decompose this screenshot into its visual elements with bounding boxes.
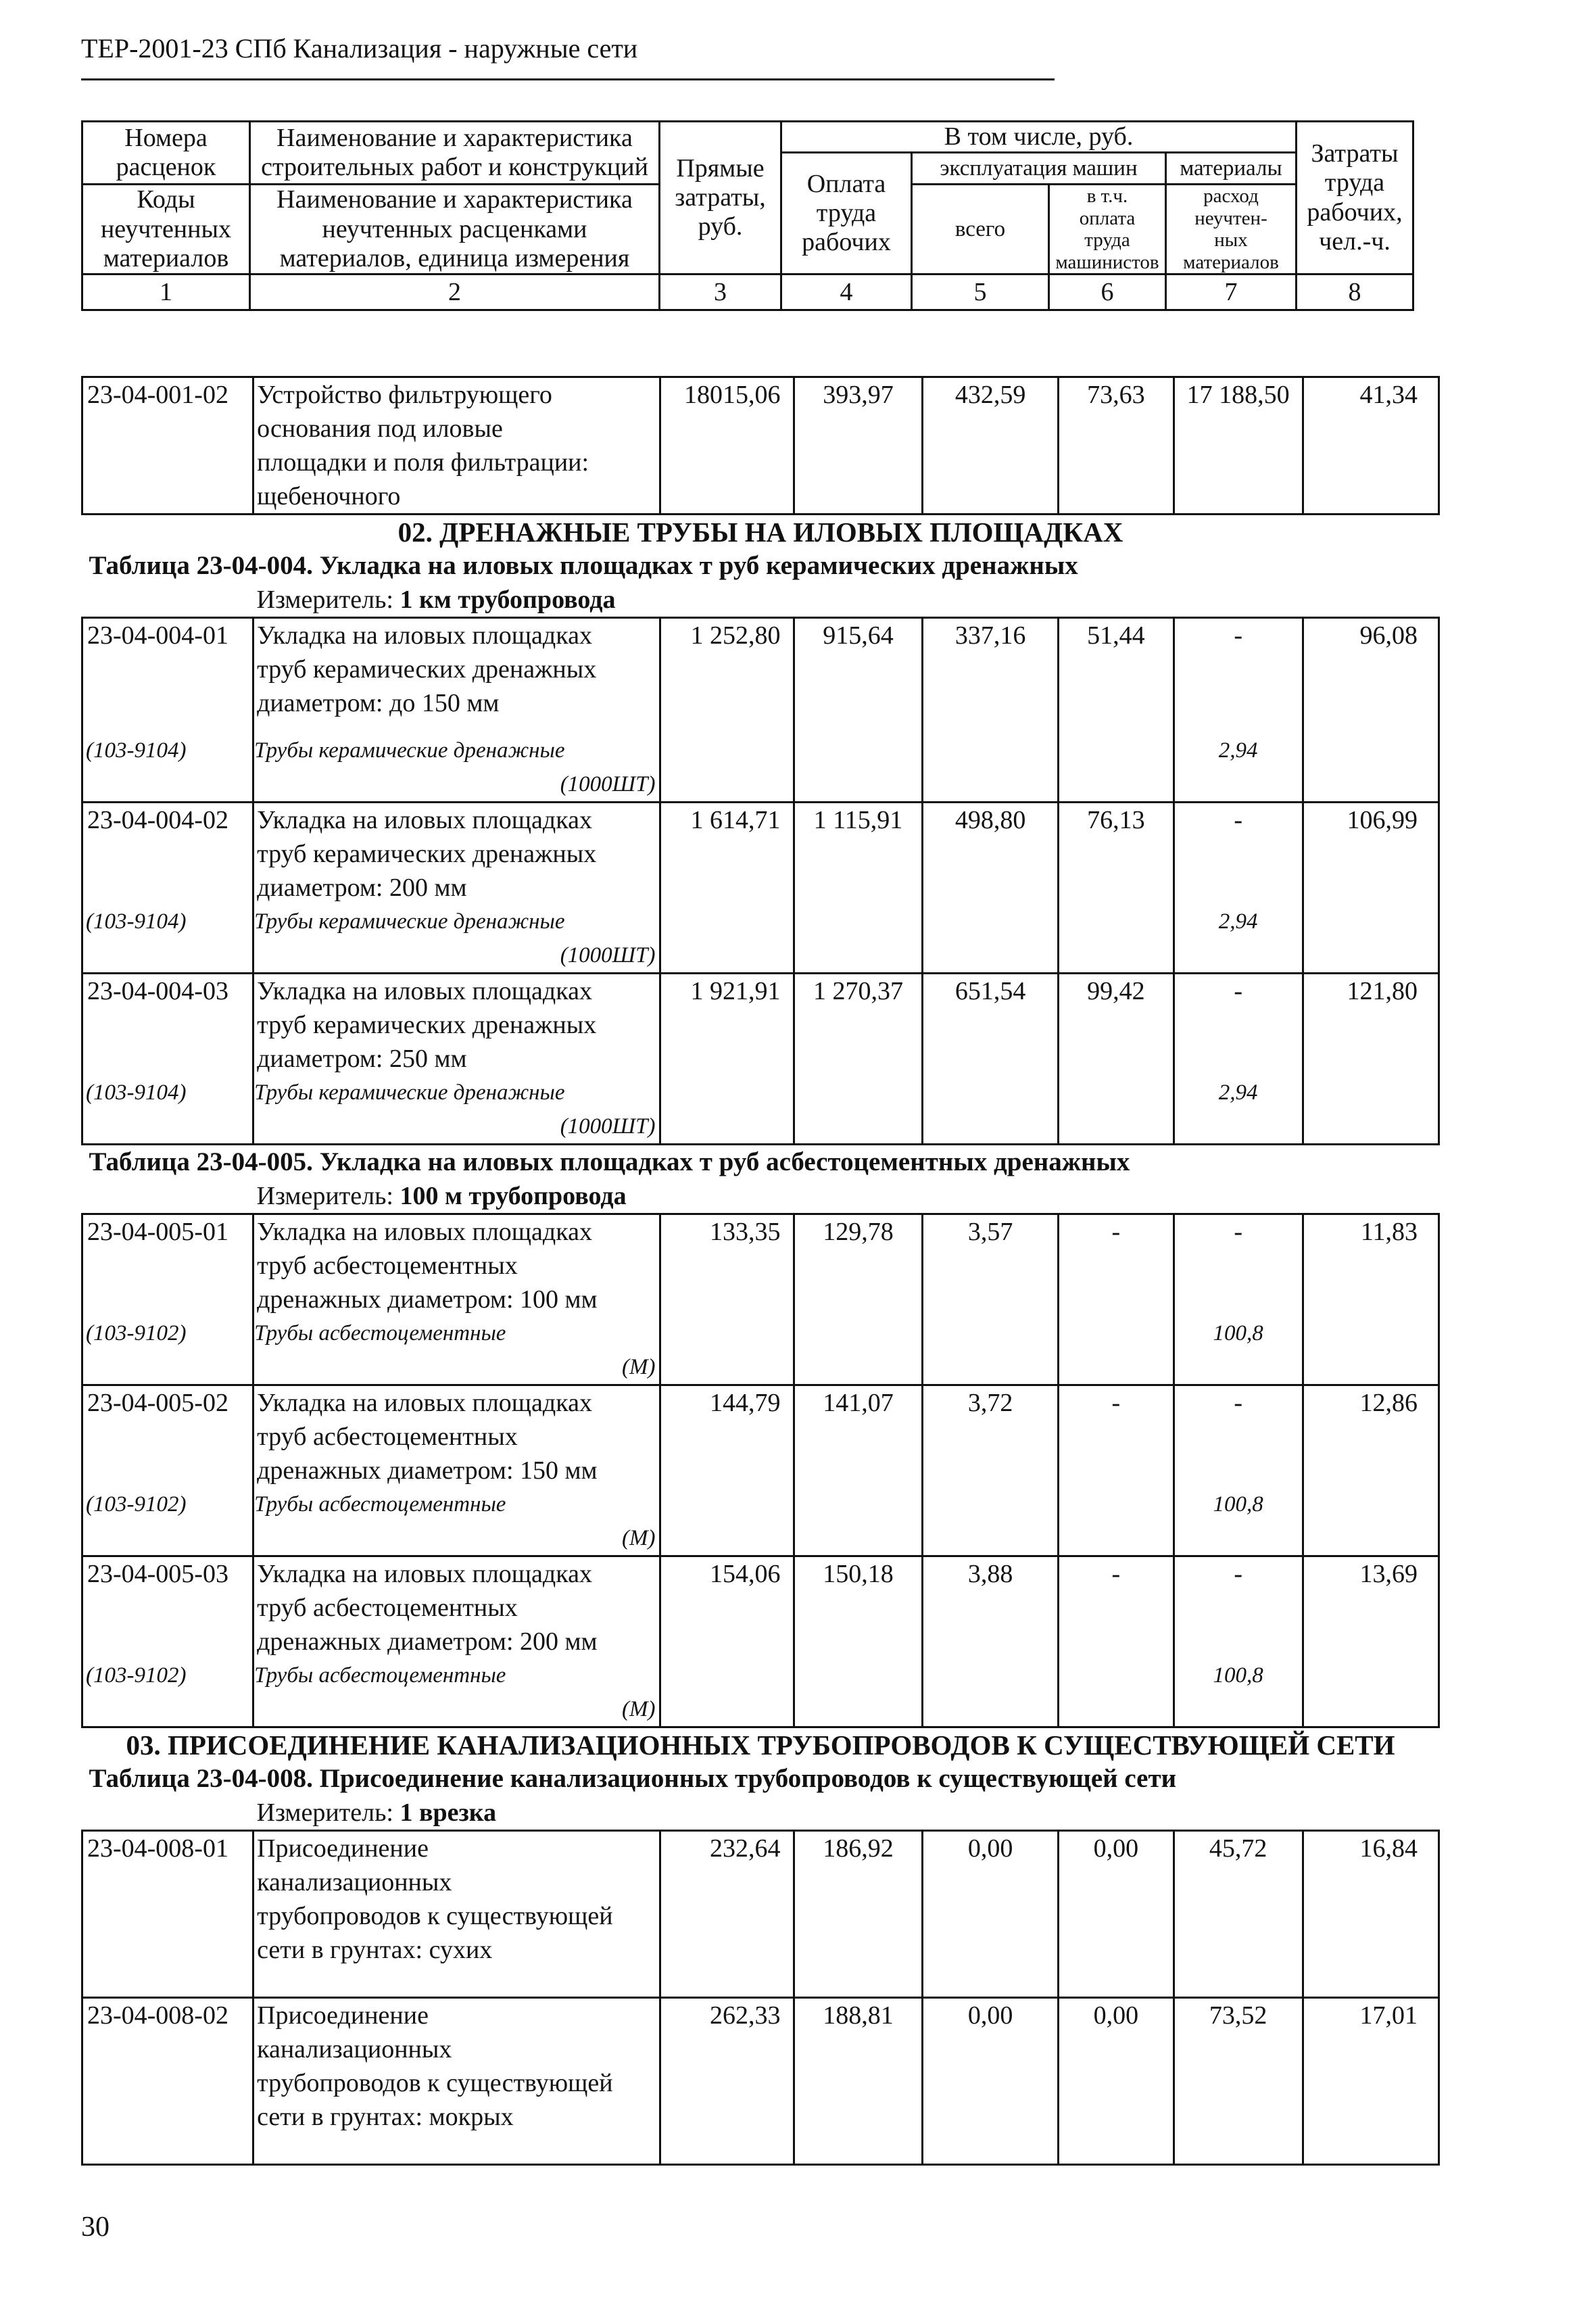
section-title: 03. ПРИСОЕДИНЕНИЕ КАНАЛИЗАЦИОННЫХ ТРУБОПРОВОДОВ К СУЩЕСТВУЮЩЕЙ СЕТИ xyxy=(126,1729,1395,1761)
wages: 188,81 xyxy=(794,1998,923,2165)
machines-total: 337,16 xyxy=(923,618,1059,734)
materials: - xyxy=(1174,803,1303,905)
col-number: 2 xyxy=(250,275,660,310)
material-code: (103-9104) xyxy=(82,905,253,974)
rate-name: Укладка на иловых площадках труб керамических дренажных диаметром: до 150 мм xyxy=(253,618,660,734)
wages: 1 115,91 xyxy=(794,803,923,905)
direct-cost: 144,79 xyxy=(660,1385,794,1488)
col-machines-total: всего xyxy=(912,185,1049,275)
material-row xyxy=(82,734,1439,803)
material-name: Трубы керамические дренажные (1000ШТ) xyxy=(253,734,660,803)
machines-operators: 0,00 xyxy=(1058,1831,1174,1998)
labor: 16,84 xyxy=(1303,1831,1438,1998)
material-quantity: 2,94 xyxy=(1174,734,1303,803)
table-row xyxy=(82,1831,1439,1998)
labor: 17,01 xyxy=(1303,1998,1438,2165)
labor: 121,80 xyxy=(1303,974,1438,1076)
materials: 45,72 xyxy=(1174,1831,1303,1998)
rate-code: 23-04-005-02 xyxy=(82,1385,253,1488)
col-number: 3 xyxy=(660,275,781,310)
section-title: 02. ДРЕНАЖНЫЕ ТРУБЫ НА ИЛОВЫХ ПЛОЩАДКАХ xyxy=(397,517,1123,548)
materials: - xyxy=(1174,618,1303,734)
machines-operators: 99,42 xyxy=(1058,974,1174,1076)
direct-cost: 1 252,80 xyxy=(660,618,794,734)
direct-cost: 262,33 xyxy=(660,1998,794,2165)
labor: 96,08 xyxy=(1303,618,1438,734)
column-numbers-row xyxy=(82,275,1439,310)
meter-line: Измеритель: 100 м трубопровода xyxy=(256,1182,627,1210)
machines-operators: 76,13 xyxy=(1058,803,1174,905)
col-labor: Затраты труда рабочих, чел.-ч. xyxy=(1297,122,1413,275)
table-row xyxy=(82,1385,1439,1488)
machines-operators: 51,44 xyxy=(1058,618,1174,734)
material-quantity: 2,94 xyxy=(1174,1076,1303,1145)
rate-code: 23-04-005-03 xyxy=(82,1556,253,1659)
direct-cost: 133,35 xyxy=(660,1214,794,1317)
machines-operators: 0,00 xyxy=(1058,1998,1174,2165)
material-quantity: 100,8 xyxy=(1174,1487,1303,1556)
table-row xyxy=(82,803,1439,905)
col-number: 5 xyxy=(912,275,1049,310)
machines-total: 651,54 xyxy=(923,974,1059,1076)
rate-name: Укладка на иловых площадках труб асбестоцементных дренажных диаметром: 100 мм xyxy=(253,1214,660,1317)
direct-cost: 1 614,71 xyxy=(660,803,794,905)
machines-total: 3,88 xyxy=(923,1556,1059,1659)
materials: - xyxy=(1174,1214,1303,1317)
materials: - xyxy=(1174,1556,1303,1659)
rate-code: 23-04-008-02 xyxy=(82,1998,253,2165)
machines-total: 432,59 xyxy=(923,377,1059,515)
machines-total: 498,80 xyxy=(923,803,1059,905)
wages: 150,18 xyxy=(794,1556,923,1659)
rate-name: Укладка на иловых площадках труб асбестоцементных дренажных диаметром: 200 мм xyxy=(253,1556,660,1659)
material-name: Трубы асбестоцементные (М) xyxy=(253,1487,660,1556)
col-material-codes: Коды неучтенных материалов xyxy=(82,185,250,275)
wages: 915,64 xyxy=(794,618,923,734)
table-title: Таблица 23-04-008. Присоединение канализационных трубопроводов к существующей сети xyxy=(89,1764,1177,1793)
rate-code: 23-04-008-01 xyxy=(82,1831,253,1998)
direct-cost: 154,06 xyxy=(660,1556,794,1659)
col-name-works: Наименование и характеристика строительных работ и конструкций xyxy=(250,122,660,185)
wages: 129,78 xyxy=(794,1214,923,1317)
column-header-table xyxy=(81,120,1440,311)
machines-total: 3,72 xyxy=(923,1385,1059,1488)
rate-code: 23-04-004-02 xyxy=(82,803,253,905)
material-row xyxy=(82,1316,1439,1385)
material-name: Трубы асбестоцементные (М) xyxy=(253,1658,660,1727)
col-direct-costs: Прямые затраты, руб. xyxy=(660,122,781,275)
page-number: 30 xyxy=(81,2212,110,2243)
direct-cost: 18015,06 xyxy=(660,377,794,515)
labor: 13,69 xyxy=(1303,1556,1438,1659)
rate-name: Присоединение канализационных трубопроводов к существующей сети в грунтах: мокрых xyxy=(253,1998,660,2165)
machines-total: 0,00 xyxy=(923,1998,1059,2165)
direct-cost: 232,64 xyxy=(660,1831,794,1998)
wages: 141,07 xyxy=(794,1385,923,1488)
material-code: (103-9102) xyxy=(82,1487,253,1556)
table-row xyxy=(82,377,1439,515)
rate-code: 23-04-001-02 xyxy=(82,377,253,515)
col-machines: эксплуатация машин xyxy=(912,153,1166,185)
wages: 186,92 xyxy=(794,1831,923,1998)
col-materials-unaccounted: расход неучтен- ных материалов xyxy=(1166,185,1297,275)
material-quantity: 100,8 xyxy=(1174,1658,1303,1727)
machines-operators: - xyxy=(1058,1214,1174,1317)
rate-name: Укладка на иловых площадках труб керамических дренажных диаметром: 250 мм xyxy=(253,974,660,1076)
rate-name: Устройство фильтрующего основания под иловые площадки и поля фильтрации: щебеночного xyxy=(253,377,660,515)
col-number: 8 xyxy=(1297,275,1413,310)
materials: 73,52 xyxy=(1174,1998,1303,2165)
col-number: 7 xyxy=(1166,275,1297,310)
material-row xyxy=(82,1487,1439,1556)
table-title: Таблица 23-04-005. Укладка на иловых площадках т руб асбестоцементных дренажных xyxy=(89,1147,1130,1176)
col-materials: материалы xyxy=(1166,153,1297,185)
rate-name: Присоединение канализационных трубопроводов к существующей сети в грунтах: сухих xyxy=(253,1831,660,1998)
labor: 41,34 xyxy=(1303,377,1438,515)
col-number: 1 xyxy=(82,275,250,310)
material-code: (103-9102) xyxy=(82,1316,253,1385)
table-row xyxy=(82,1998,1439,2165)
wages: 1 270,37 xyxy=(794,974,923,1076)
material-row xyxy=(82,1658,1439,1727)
material-name: Трубы керамические дренажные (1000ШТ) xyxy=(253,1076,660,1145)
table-title: Таблица 23-04-004. Укладка на иловых площадках т руб керамических дренажных xyxy=(89,551,1078,580)
materials: - xyxy=(1174,1385,1303,1488)
labor: 106,99 xyxy=(1303,803,1438,905)
table-row xyxy=(82,618,1439,734)
material-name: Трубы асбестоцементные (М) xyxy=(253,1316,660,1385)
material-quantity: 2,94 xyxy=(1174,905,1303,974)
machines-total: 0,00 xyxy=(923,1831,1059,1998)
direct-cost: 1 921,91 xyxy=(660,974,794,1076)
machines-total: 3,57 xyxy=(923,1214,1059,1317)
table-row xyxy=(82,1214,1439,1317)
material-row xyxy=(82,1076,1439,1145)
rates-table xyxy=(81,376,1440,2166)
machines-operators: 73,63 xyxy=(1058,377,1174,515)
rate-code: 23-04-004-03 xyxy=(82,974,253,1076)
material-code: (103-9104) xyxy=(82,734,253,803)
machines-operators: - xyxy=(1058,1556,1174,1659)
table-row xyxy=(82,974,1439,1076)
material-row xyxy=(82,905,1439,974)
materials: - xyxy=(1174,974,1303,1076)
col-including: В том числе, руб. xyxy=(781,122,1297,153)
labor: 11,83 xyxy=(1303,1214,1438,1317)
material-quantity: 100,8 xyxy=(1174,1316,1303,1385)
material-name: Трубы керамические дренажные (1000ШТ) xyxy=(253,905,660,974)
header-rule xyxy=(81,78,1055,80)
machines-operators: - xyxy=(1058,1385,1174,1488)
col-name-materials: Наименование и характеристика неучтенных расценками материалов, единица измерения xyxy=(250,185,660,275)
col-wages: Оплата труда рабочих xyxy=(781,153,912,275)
table-row xyxy=(82,1556,1439,1659)
material-code: (103-9102) xyxy=(82,1658,253,1727)
col-machines-operators: в т.ч. оплата труда машинистов xyxy=(1049,185,1166,275)
rate-name: Укладка на иловых площадках труб асбестоцементных дренажных диаметром: 150 мм xyxy=(253,1385,660,1488)
document-header: ТЕР-2001-23 СПб Канализация - наружные сети xyxy=(81,33,638,64)
material-code: (103-9104) xyxy=(82,1076,253,1145)
rate-code: 23-04-005-01 xyxy=(82,1214,253,1317)
col-rate-numbers: Номера расценок xyxy=(82,122,250,185)
meter-line: Измеритель: 1 врезка xyxy=(256,1798,497,1827)
rate-name: Укладка на иловых площадках труб керамических дренажных диаметром: 200 мм xyxy=(253,803,660,905)
rate-code: 23-04-004-01 xyxy=(82,618,253,734)
meter-line: Измеритель: 1 км трубопровода xyxy=(256,586,616,614)
col-number: 6 xyxy=(1049,275,1166,310)
labor: 12,86 xyxy=(1303,1385,1438,1488)
col-number: 4 xyxy=(781,275,912,310)
wages: 393,97 xyxy=(794,377,923,515)
materials: 17 188,50 xyxy=(1174,377,1303,515)
